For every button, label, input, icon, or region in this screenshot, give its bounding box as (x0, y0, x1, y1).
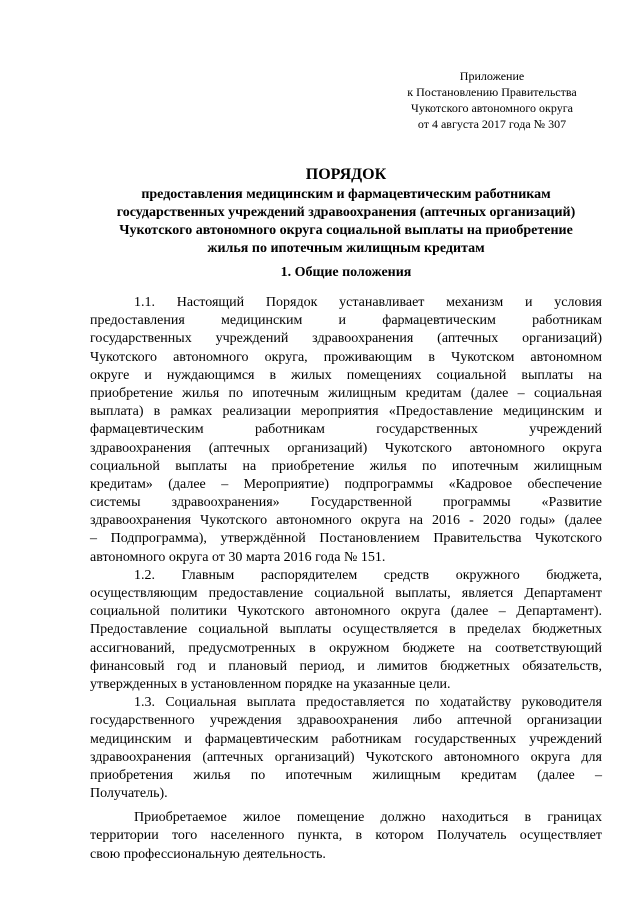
text-line: территории того населенного пункта, в котором Получатель осуществляет (90, 828, 602, 844)
text-line: кредитам» (далее – Мероприятие) подпрограммы «Кадровое обеспечение (90, 476, 602, 492)
subtitle-line: жилья по ипотечным жилищным кредитам (207, 241, 485, 256)
appendix-note (385, 68, 599, 132)
text-line: Получатель). (90, 786, 168, 802)
text-line: медицинским и фармацевтическим работникам государственных учреждений (90, 731, 602, 747)
text-line: предоставления медицинским и фармацевтическим работникам (90, 313, 602, 329)
text-line: 1.3. Социальная выплата предоставляется по ходатайству руководителя (134, 695, 602, 711)
text-line: Чукотского автономного округа, проживающим в Чукотском автономном (90, 349, 602, 365)
subtitle-line: предоставления медицинским и фармацевтическим работникам (141, 187, 551, 202)
text-line: автономного округа от 30 марта 2016 года № 151. (90, 549, 386, 565)
subtitle-line: государственных учреждений здравоохранения (аптечных организаций) (116, 205, 576, 220)
text-line: 1.2. Главным распорядителем средств окружного бюджета, (134, 567, 602, 583)
text-line: системы здравоохранения» Государственной программы «Развитие (90, 495, 602, 511)
text-line: здравоохранения (аптечных организаций) Чукотского автономного округа (90, 440, 602, 456)
text-line: Приобретаемое жилое помещение должно находиться в границах (134, 810, 602, 826)
text-line: 1.1. Настоящий Порядок устанавливает механизм и условия (134, 295, 602, 310)
text-line: осуществляющим предоставление социальной выплаты, является Департамент (90, 586, 602, 601)
document-subtitle (90, 186, 602, 258)
text-line: приобретение жилья по ипотечным жилищным кредитам (далее – социальная (90, 385, 602, 401)
text-line: округе и нуждающимся в жилых помещениях социальной выплаты на (90, 367, 602, 383)
text-line: выплата) в рамках реализации мероприятия «Предоставление медицинским и (90, 404, 602, 420)
text-line: здравоохранения Чукотского автономного округа на 2016 - 2020 годы» (далее (90, 513, 602, 529)
text-line: социальной выплаты на приобретение жилья по ипотечным жилищным (90, 458, 602, 474)
text-line: здравоохранения (аптечных организаций) Чукотского автономного округа для (90, 749, 602, 765)
paragraph-housing-location (90, 809, 602, 864)
text-line: социальной политики Чукотского автономного округа (далее – Департамент). (90, 604, 602, 620)
text-line: государственного учреждения здравоохранения либо аптечной организации (90, 713, 602, 729)
text-line: финансовый год и плановый период, и лимитов бюджетных обязательств, (90, 658, 602, 674)
paragraph-1-3 (90, 694, 602, 803)
appendix-line: Приложение (459, 69, 525, 83)
document-title: ПОРЯДОК (305, 166, 387, 183)
paragraph-1-1 (90, 294, 602, 567)
text-line: свою профессиональную деятельность. (90, 846, 326, 862)
paragraph-1-2 (90, 567, 602, 694)
subtitle-line: Чукотского автономного округа социальной выплаты на приобретение (119, 223, 573, 238)
text-line: ассигнований, предусмотренных в окружном бюджете на соответствующий (90, 640, 602, 656)
appendix-line: Чукотского автономного округа (411, 101, 573, 115)
text-line: утвержденных в установленном порядке на указанные цели. (90, 676, 451, 692)
document-body (90, 294, 602, 864)
appendix-line: к Постановлению Правительства (407, 85, 577, 99)
appendix-line: от 4 августа 2017 года № 307 (417, 117, 567, 131)
text-line: приобретения жилья по ипотечным жилищным кредитам (далее – (90, 767, 602, 783)
text-line: фармацевтическим работникам государственных учреждений (90, 422, 602, 438)
section-heading: 1. Общие положения (280, 265, 412, 280)
text-line: – Подпрограмма), утверждённой Постановлением Правительства Чукотского (90, 531, 602, 547)
text-line: государственных учреждений здравоохранения (аптечных организаций) (90, 331, 602, 347)
text-line: Предоставление социальной выплаты осуществляется в пределах бюджетных (90, 622, 602, 638)
